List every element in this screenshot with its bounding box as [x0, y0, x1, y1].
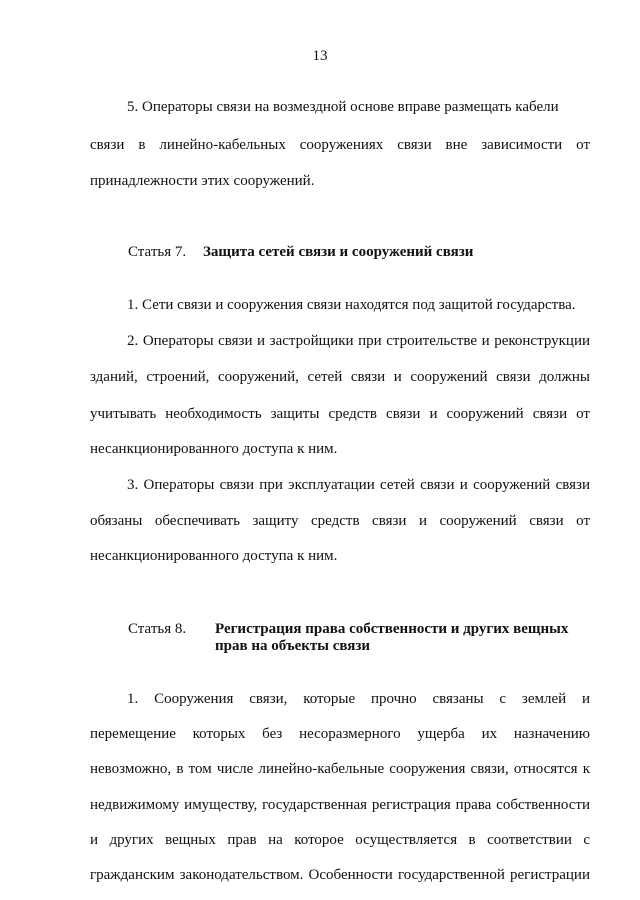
article7-number: Статья 7. [128, 244, 187, 260]
article8-p1-line2: перемещение которых без несоразмерного ущерба их назначению [90, 726, 590, 742]
article8-p1-line3: невозможно, в том числе линейно-кабельные сооружения связи, относятся к [90, 761, 590, 777]
article8-p1-line4: недвижимому имуществу, государственная регистрация права собственности [90, 797, 590, 813]
article8-title-line2: прав на объекты связи [215, 638, 371, 654]
page-number: 13 [312, 48, 328, 64]
article7-p1: 1. Сети связи и сооружения связи находятся под защитой государства. [127, 297, 576, 313]
article7-p2-line2: зданий, строений, сооружений, сетей связи и сооружений связи должны [90, 369, 590, 385]
article7-p3-line1: 3. Операторы связи при эксплуатации сетей связи и сооружений связи [127, 477, 590, 493]
article8-number: Статья 8. [128, 621, 187, 637]
article7-title: Защита сетей связи и сооружений связи [203, 244, 474, 260]
para5-line3: принадлежности этих сооружений. [90, 173, 315, 189]
article7-p2-line4: несанкционированного доступа к ним. [90, 441, 338, 457]
article7-p2-line3: учитывать необходимость защиты средств связи и сооружений связи от [90, 406, 590, 422]
article8-p1-line1: 1. Сооружения связи, которые прочно связаны с землей и [127, 691, 590, 707]
article8-p1-line6: гражданским законодательством. Особенности государственной регистрации [90, 867, 590, 883]
article7-p3-line2: обязаны обеспечивать защиту средств связи и сооружений связи от [90, 513, 590, 529]
para5-line1: 5. Операторы связи на возмездной основе вправе размещать кабели [127, 99, 559, 115]
article7-p3-line3: несанкционированного доступа к ним. [90, 548, 338, 564]
article7-p2-line1: 2. Операторы связи и застройщики при строительстве и реконструкции [127, 333, 590, 349]
article8-p1-line5: и других вещных прав на которое осуществляется в соответствии с [90, 832, 590, 848]
para5-line2: связи в линейно-кабельных сооружениях связи вне зависимости от [90, 137, 590, 153]
article8-title-line1: Регистрация права собственности и других вещных [215, 621, 569, 637]
